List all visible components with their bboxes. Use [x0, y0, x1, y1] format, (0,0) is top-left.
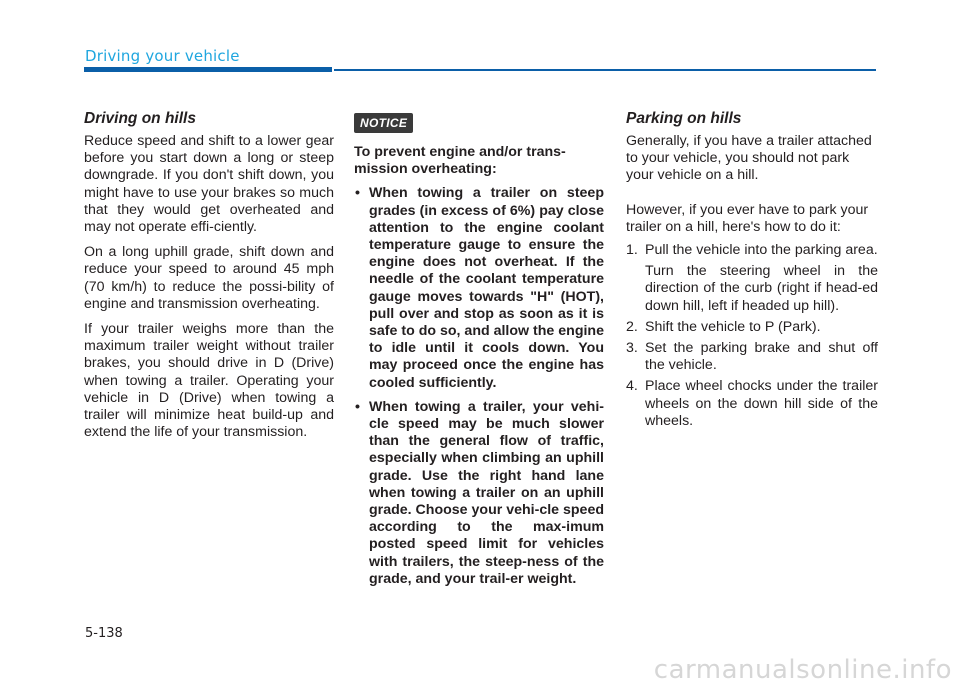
paragraph: Generally, if you have a trailer attached to your vehicle, you should not park your vehicle on a hill. [626, 133, 872, 184]
step-number: 1. [626, 242, 638, 259]
list-item-text: When towing a trailer on steep grades (in excess of 6%) pay close attention to the engine coolant temperature gauge to ensure the engine does not overheat. If the needle of the coolant temperature gauge moves towards "H" (HOT), pull over and stop as soon as it is safe to do so, and allow the engine to idle until it cools down. You may proceed once the engine has cooled sufficiently. [369, 185, 604, 391]
header-bar-right [334, 69, 876, 71]
column-driving-on-hills [84, 110, 334, 449]
step-number: 2. [626, 318, 638, 335]
list-item [626, 242, 878, 315]
list-item [354, 185, 604, 391]
section-heading: Parking on hills [626, 110, 742, 127]
steps-list [626, 242, 878, 430]
paragraph: On a long uphill grade, shift down and reduce your speed to around 45 mph (70 km/h) to reduce the possi-bility of engine and transmission overheating. [84, 244, 334, 312]
list-item-text: When towing a trailer, your vehi-cle speed may be much slower than the general flow of traffic, especially when climbing an uphill grade. Use the right hand lane when towing a trailer on an uphill grade. Choose your vehi-cle speed according to the max-imum posted speed limit for vehicles with trailers, the steep-ness of the grade, and your trail-er weight. [369, 398, 604, 587]
notice-body [354, 144, 604, 588]
paragraph: If your trailer weighs more than the maximum trailer weight without trailer brakes, you should drive in D (Drive) when towing a trailer. Operating your vehicle in D (Drive) when towing a trailer will minimize heat build-up and extend the life of your transmission. [84, 321, 334, 441]
list-item [354, 399, 604, 588]
header-title: Driving your vehicle [85, 47, 240, 65]
bullet-icon: • [355, 398, 360, 415]
list-item [626, 319, 878, 336]
paragraph: Reduce speed and shift to a lower gear before you start down a long or steep downgrade. If you don't shift down, you might have to use your brakes so much that they would get overheated and may not operate effi-ciently. [84, 133, 334, 236]
column-notice [354, 110, 604, 595]
paragraph: However, if you ever have to park your trailer on a hill, here's how to do it: [626, 201, 869, 235]
step-subtext: Turn the steering wheel in the direction of the curb (right if head-ed down hill, left if headed up hill). [645, 263, 878, 314]
step-number: 4. [626, 378, 638, 395]
step-text: Set the parking brake and shut off the vehicle. [645, 340, 878, 374]
step-text: Shift the vehicle to P (Park). [645, 318, 821, 335]
header-bar-left [84, 67, 332, 72]
page-number: 5-138 [85, 626, 123, 641]
notice-list [354, 185, 604, 588]
notice-intro: To prevent engine and/or trans-mission overheating: [354, 144, 566, 178]
section-heading: Driving on hills [84, 110, 196, 127]
bullet-icon: • [355, 185, 360, 202]
step-text: Pull the vehicle into the parking area. [645, 242, 878, 259]
list-item [626, 378, 878, 430]
watermark: carmanualsonline.info [653, 655, 952, 685]
column-parking-on-hills [626, 110, 878, 434]
step-text: Place wheel chocks under the trailer wheels on the down hill side of the wheels. [645, 378, 878, 429]
list-item [626, 340, 878, 374]
notice-badge: NOTICE [354, 113, 413, 133]
step-number: 3. [626, 340, 638, 357]
